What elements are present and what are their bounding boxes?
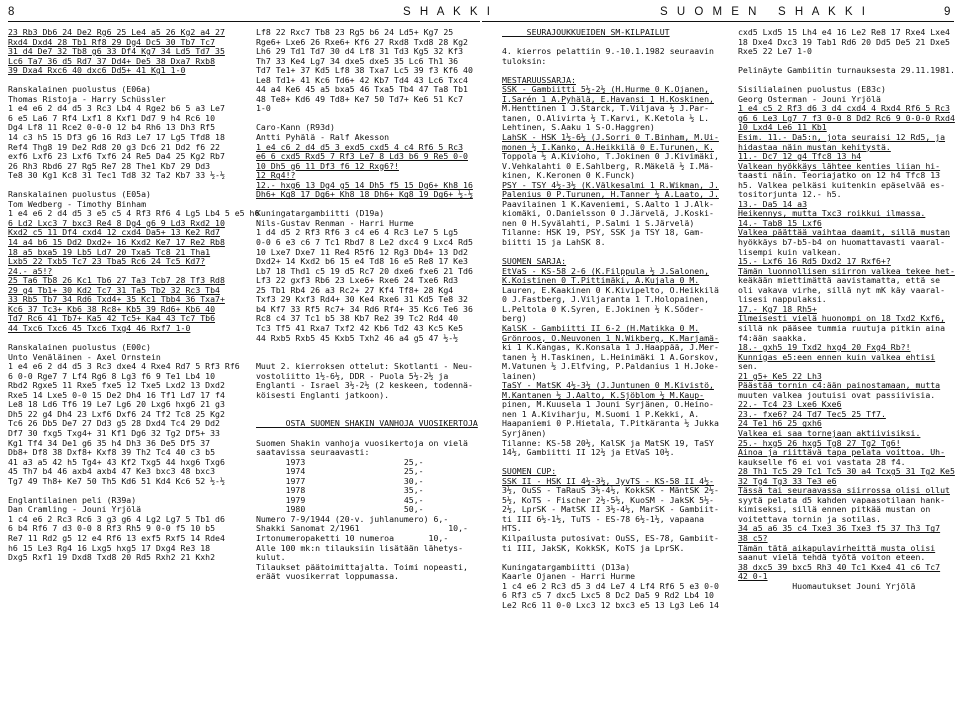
text-line: 38 dxc5 39 bxc5 Rh3 40 Tc1 Kxe4 41 c6 Tc7	[738, 561, 941, 572]
text-line: L.Peltola 0 K.Syren, E.Jokinen ½ K.Söder-	[502, 303, 705, 314]
text-line: 32 Tg4 Tg3 33 Te3 e6	[738, 475, 837, 486]
left-page-header	[8, 5, 493, 22]
text-line: syytä pelata d5 kahden vapaasotilaan hank-	[738, 494, 946, 505]
column-4	[738, 28, 956, 591]
text-line: Nils-Gustav Renman - Harri Hurme	[256, 217, 414, 228]
text-line: eräät vuosikerrat loppumassa.	[256, 571, 399, 582]
text-line: Dxg5 Rxf1 19 Dxd8 Txd8 20 Rd5 Rxh2 21 Kxh2	[8, 552, 216, 563]
text-line: Numero 7-9/1944 (20-v. juhlanumero) 6,-	[256, 513, 449, 524]
text-line: 1 c4 e6 2 Rc3 Rc6 3 g3 g6 4 Lg2 Lg7 5 Tb1 d6	[8, 513, 225, 524]
text-line: 6 Rf3 c5 7 dxc5 Lxc5 8 Dc2 Da5 9 Rd2 Lb4 10	[502, 590, 714, 601]
column-2	[256, 28, 488, 582]
text-line: ti III 6½-1½, TuTS - ES-78 6½-1½, vapaana	[502, 513, 705, 524]
text-line: 10 Dh5 g6 11 Df3 f6 12 Rxg6?!	[256, 160, 399, 171]
text-line: 44 Rxb5 Rxb5 45 Kxb5 Txh2 46 a4 g5 47 ½-½	[256, 332, 459, 343]
text-line: Kuningatargambiitti (D19a)	[256, 208, 385, 219]
text-line: Txf3 29 Kxf3 Rd4+ 30 Ke4 Rxe6 31 Kd5 Te8 32	[256, 294, 468, 305]
text-line: Pelinäyte Gambiitin turnauksesta 29.11.1981.	[738, 65, 955, 76]
text-line: Toppola ½ A.Kivioho, T.Jokinen 0 J.Kivimäki,	[502, 151, 719, 162]
text-line: keäkään miettimättä aavistamatta, että se	[738, 275, 941, 286]
text-line: Db8+ Df8 38 Dxf8+ Kxf8 39 Th2 Tc4 40 c3 b5	[8, 447, 216, 458]
text-line: 0 J.Fastberg, J.Viljaranta 1 T.Holopainen,	[502, 294, 710, 305]
text-line: berg)	[502, 313, 527, 324]
text-line: Df7 30 fxg5 Txg4+ 31 Kf1 Dg6 32 Tg2 Df5+ 33	[8, 427, 220, 438]
text-line: 18 a5 bxa5 19 Lb5 Ld7 20 Txa5 Tc8 21 Tha1	[8, 246, 211, 257]
text-line: Kaarle Ojanen - Harri Hurme	[502, 571, 636, 582]
column-1	[8, 27, 260, 563]
text-line: Re7 11 Rd2 g5 12 e4 Rf6 13 exf5 Rxf5 14 Rde4	[8, 532, 225, 543]
text-line: exf6 Lxf6 23 Lxf6 Txf6 24 Re5 Da4 25 Kg2 Rb7	[8, 151, 225, 162]
text-line: LahSK - HSK 1½-6½ (J.Sorri 0 T.Binham, M.Ui-	[502, 132, 719, 143]
text-line: 44 a4 Ke6 45 a5 bxa5 46 Txa5 Tb4 47 Ta8 Tb1	[256, 84, 468, 95]
text-line: 25 Tb1 Rb4 26 a3 Rc2+ 27 Kf4 Tf8+ 28 Kg4	[256, 284, 454, 295]
text-line: ti III, JakSK, KokkSK, KoTS ja LprSK.	[502, 542, 685, 553]
text-line: 23.- fxe6? 24 Td7 Tec5 25 Tf7.	[738, 408, 886, 419]
text-line: HTS.	[502, 523, 522, 534]
text-line: Caro-Kann (R93d)	[256, 122, 335, 133]
text-line: taasti näin. Teoriajatko on 12 h4 Tfc8 13	[738, 170, 941, 181]
text-line: 2½, LprSK - MatSK II 3½-4½, MarSK - Gambiit-	[502, 504, 719, 515]
text-line: 14.- Tab8 15 Lxf6	[738, 217, 822, 228]
text-line: 22.- Tc4 23 Lxe6 Kxe6	[738, 399, 842, 410]
left-page-number: 8	[8, 6, 18, 18]
text-line: Palenius 0 P.Turunen, H.Tanner ½ A.Laato, J.	[502, 189, 719, 200]
text-line: 10 Lxe7 Dxe7 11 Re4 R5f6 12 Rg3 Db4+ 13 Dd2	[256, 246, 468, 257]
text-line: Rxe5 14 Lxe5 0-0 15 De2 Dh4 16 Tf1 Ld7 17 f4	[8, 389, 225, 400]
text-line: Rxd4 Dxd4 28 Tb1 Rf8 29 Dg4 Dc5 30 Tb7 Tc7	[8, 36, 216, 47]
text-line: 1974 25,-	[256, 466, 424, 477]
text-line: 14 a4 b6 15 Dd2 Dxd2+ 16 Kxd2 Ke7 17 Re2 Rb8	[8, 237, 225, 248]
text-line	[256, 343, 488, 353]
text-line: 6 e5 La6 7 Rf4 Lxf1 8 Kxf1 Dd7 9 h4 Rc6 10	[8, 112, 216, 123]
text-line: ki 1 K.Kangas, K.Konsala 1 J.Haappää, J.Mer-	[502, 342, 719, 353]
text-line: 25 Ta6 Tb8 26 Kc1 Tb6 27 Ta3 Tcb7 28 Tf3 Rd8	[8, 275, 225, 286]
text-line: 21 g5+ Ke5 22 Lh3	[738, 370, 822, 381]
text-line: 17.- Kg7 18 Rh5+	[738, 303, 817, 314]
text-line: Valkea päättää vaihtaa daamit, sillä mustan	[738, 227, 950, 238]
text-line: 26 Rh3 Rbd6 27 Rg5 Re7 28 The1 Kb7 29 Dd3	[8, 160, 211, 171]
text-line: Syrjänen)	[502, 427, 547, 438]
text-line: Td7 Te1+ 37 Kd5 Lf8 38 Txa7 Lc5 39 f3 Kf6 40	[256, 65, 473, 76]
text-line: Dh6+ Kg8 17 Dg6+ Kh8 18 Dh6+ Kg8 19 Dg6+ ½-½	[256, 189, 473, 200]
text-line: 33 Rb5 Tb7 34 Rd6 Txd4+ 35 Kc1 Tbb4 36 Txa7+	[8, 294, 225, 305]
text-line: Td7 Rc6 41 Tb7+ Ka5 42 Tc5+ Ka4 43 Tc7 Tb6	[8, 313, 216, 324]
text-line: Kg1 Tf4 34 De1 g6 35 h4 Dh3 36 De5 Df5 37	[8, 437, 211, 448]
text-line: KalSK - Gambiitti II 6-2 (H.Matikka 0 M.	[502, 322, 700, 333]
text-line: 13.- Da5 14 a3	[738, 198, 808, 209]
text-line: 25.- hxg5 26 hxg5 Tg8 27 Tg2 Tg6!	[738, 437, 901, 448]
text-line: 1 d4 d5 2 Rf3 Rf6 3 c4 e6 4 Rc3 Le7 5 Lg5	[256, 227, 459, 238]
text-line: Sisilialainen puolustus (E83c)	[738, 84, 886, 95]
text-line: Paavilainen 1 K.Kaveniemi, S.Aalto 1 J.Alk-	[502, 198, 714, 209]
text-line: Shakki Sanomat 2/1961 10,-	[256, 523, 468, 534]
text-line: Ilmeisesti vielä huonompi on 18 Txd2 Kxf6,	[738, 313, 946, 324]
text-line: 41 a3 a5 42 h5 Tg4+ 43 Kf2 Txg5 44 hxg6 Txg6	[8, 456, 225, 467]
text-line: oli vakava virhe, sillä nyt mK käy vaaral-	[738, 284, 946, 295]
column-3	[502, 28, 724, 610]
text-line: 1 e4 c5 2 Rf3 d6 3 d4 cxd4 4 Rxd4 Rf6 5 Rc3	[738, 103, 950, 114]
text-line: nen 0 H.Syvälahti, P.Salmi 1 S.Järvelä)	[502, 217, 695, 228]
text-line: 39 Dxa4 Rxc6 40 dxc6 Dd5+ 41 Kg1 1-0	[8, 65, 186, 76]
text-line: Irtonumeropaketti 10 numeroa 10,-	[256, 532, 449, 543]
text-line: köisesti Englanti jatkoon).	[256, 389, 390, 400]
text-line: 1978 35,-	[256, 485, 424, 496]
text-line: Ref4 Thg8 19 De2 Rd8 20 g3 Dc6 21 Dd2 f6 22	[8, 141, 220, 152]
right-page-header	[482, 5, 954, 22]
text-line: 48 Te8+ Kd6 49 Td8+ Ke7 50 Td7+ Ke6 51 Kc7	[256, 93, 464, 104]
text-line: M.Kantanen ½ J.Aalto, K.Sjöblom ½ M.Kaup-	[502, 389, 705, 400]
text-line: b4 Kf7 33 Rf5 Rc7+ 34 Rd6 Rf4+ 35 Kc6 Te6 36	[256, 303, 473, 314]
text-line: Tc6 26 Db5 De7 27 Dd3 g5 28 Dxd4 Tc4 29 Dd2	[8, 418, 220, 429]
text-line: tanen, O.Alivirta ½ T.Karvi, K.Ketola ½ L.	[502, 112, 710, 123]
text-line: Alle 100 mk:n tilauksiin lisätään lähetys-	[256, 542, 464, 553]
text-line: K.Koistinen 0 T.Pittimäki, A.Kujala 0 M.	[502, 275, 700, 286]
text-line: Tilanne: HSK 19, PSY, SSK ja TSY 18, Gam-	[502, 227, 705, 238]
text-line: 1973 25,-	[256, 456, 424, 467]
text-line: MESTARUUSSARJA:	[502, 74, 576, 85]
text-line: Tämän tätä aikapulavirheittä musta olisi	[738, 542, 936, 553]
text-line: kimiseksi, sillä ennen pitkää mustan on	[738, 504, 931, 515]
text-line: Dxd2+ 14 Kxd2 b6 15 e4 Td8 16 e5 Re8 17 Ke3	[256, 256, 468, 267]
text-line: 1 e4 e6 2 d4 d5 3 Rc3 dxe4 4 Rxe4 Rd7 5 Rf3 Rf6	[8, 361, 240, 372]
text-line: 1980 50,-	[256, 504, 424, 515]
text-line: Kilpailusta putosivat: OuSS, ES-78, Gambiit-	[502, 532, 719, 543]
left-page-title: S H A K K I	[403, 6, 493, 18]
text-line: Englantilainen peli (R39a)	[8, 494, 137, 505]
text-line: Dan Cramling - Jouni Yrjölä	[8, 504, 142, 515]
text-line: sen.	[738, 361, 758, 372]
text-line: M.Vatunen ½ J.Elfving, P.Paldanius 1 H.Joke-	[502, 361, 719, 372]
text-line: tanen ½ H.Taskinen, L.Heinimäki 1 A.Gorskov,	[502, 351, 719, 362]
text-line: Antti Pyhälä - Ralf Akesson	[256, 132, 390, 143]
text-line: V.Vehkalahti 0 E.Sahlberg, R.Mäkelä ½ I.Mä-	[502, 160, 714, 171]
text-line: Kuningatargambiitti (D13a)	[502, 561, 631, 572]
text-line: Lauren, E.Kaakinen 0 K.Kivipelto, O.Heikkilä	[502, 284, 719, 295]
text-line: Lehtinen, S.Aaku 1 S-O.Haggren)	[502, 122, 655, 133]
text-line: cxd5 Lxd5 15 Lh4 e4 16 Le2 Re8 17 Rxe4 Lxe4	[738, 27, 950, 37]
text-line: biitti 15 ja LahSK 8.	[502, 237, 606, 248]
text-line: h6 15 Le3 Rg4 16 Lxg5 hxg5 17 Dxg4 Re3 18	[8, 542, 211, 553]
text-line: Esim. 11.- Da5:n, jota seuraisi 12 Rd5, ja	[738, 132, 946, 143]
text-line: tositorjunta 12.- h5.	[738, 189, 842, 200]
text-line: pinen, M.Kuusela 1 Jouni Syrjänen, O.Heino-	[502, 399, 714, 410]
text-line: Lc6 Ta7 36 d5 Rd7 37 Dd4+ De5 38 Dxa7 Rxb8	[8, 55, 216, 66]
text-line: 3½, OuSS - TaRauS 3½-4½, KokkSK - MäntSK 2½-	[502, 485, 719, 496]
text-line: 1 c4 e6 2 Rc3 d5 3 d4 Le7 4 Lf4 Rf6 5 e3 0-0	[502, 580, 719, 591]
text-line: Unto Venäläinen - Axel Ornstein	[8, 351, 161, 362]
text-line: e6 6 cxd5 Rxd5 7 Rf3 Le7 8 Ld3 b6 9 Re5 0-0	[256, 151, 468, 162]
text-line: 1 e4 c6 2 d4 d5 3 exd5 cxd5 4 c4 Rf6 5 Rc3	[256, 141, 464, 152]
text-line: 42 0-1	[738, 571, 768, 582]
text-line: 12.- hxg6 13 Dg4 g5 14 Dh5 f5 15 Dg6+ Kh8 16	[256, 179, 473, 190]
text-line: 1-0	[256, 103, 271, 114]
right-page-number: 9	[944, 6, 954, 18]
text-line: 28 Th1 Tc5 29 Tc1 Tc5 30 a4 Tcxg5 31 Tg2 Ke5	[738, 466, 955, 477]
text-line: Dh5 22 g4 Dh4 23 Lxf6 Dxf6 24 Tf2 Tc8 25 Kg2	[8, 408, 225, 419]
right-page-title: S U O M E N S H A K K I	[660, 6, 868, 18]
text-line: 1 e4 e6 2 d4 d5 3 e5 c5 4 Rf3 Rf6 4 Lg5 Lb4 5 e5 h6	[8, 208, 260, 219]
text-line: Th7 33 Ke4 Lg7 34 dxe5 dxe5 35 Lc6 Th1 36	[256, 55, 459, 66]
text-line: 0-0 6 e3 c6 7 Tc1 Rbd7 8 Le2 dxc4 9 Lxc4 Rd5	[256, 237, 473, 248]
text-line: 29 g4 Tb1+ 30 Kd2 Tc7 31 Ta5 Tb2 32 Rc3 Tb4	[8, 284, 220, 295]
text-line: 6 Ld2 Lxc3 7 bxc3 Re4 8 Dg4 g6 9 Ld3 Rxd2 10	[8, 217, 225, 228]
text-line: h5. Valkea pelkäsi kuitenkin epäselvää es-	[738, 179, 946, 190]
text-line: Tc3 Tf5 41 Rxa7 Txf2 42 Kb6 Td2 43 Kc5 Ke5	[256, 322, 464, 333]
text-line: 24 Te1 h6 25 gxh6	[738, 418, 822, 429]
text-line: kiomäki, O.Danielsson 0 J.Järvelä, J.Koski-	[502, 208, 714, 219]
text-line: 18 Dxe4 Dxc3 19 Tab1 Rd6 20 Dd5 De5 21 Dxe5	[738, 36, 950, 47]
text-line: Muut 2. kierroksen ottelut: Skotlanti - Neu-	[256, 361, 473, 372]
text-line: Tämän luonnollisen siirron valkea tekee het-	[738, 265, 955, 276]
text-line: M.Henttinen 1 J.Starck, T.Viljava ½ J.Par-	[502, 103, 710, 114]
text-line: Ranskalainen puolustus (E06a)	[8, 84, 151, 95]
text-line: f4:ään saakka.	[738, 332, 808, 343]
text-line: Dg4 Lf8 11 Rce2 0-0-0 12 b4 Rh6 13 Dh3 Rf5	[8, 122, 216, 133]
text-line: kinen, K.Keronen 0 K.Funck)	[502, 170, 636, 181]
text-line: Suomen Shakin vanhoja vuosikertoja on vielä	[256, 437, 468, 448]
text-line: SSK II - HSK II 4½-3½, JyvTS - KS-58 II 4½-	[502, 475, 714, 486]
text-line: Georg Osterman - Jouni Yrjölä	[738, 93, 881, 104]
text-line: PSY - TSY 4½-3½ (K.Välkesalmi 1 R.Wikman, J.	[502, 179, 719, 190]
text-line: 44 Txc6 Txc6 45 Txc6 Txg4 46 Rxf7 1-0	[8, 322, 191, 333]
text-line: I.Sarén 1 A.Pyhälä, E.Havansi 1 H.Koskinen,	[502, 93, 714, 104]
text-line: 18.- gxh5 19 Txd2 hxg4 20 Fxg4 Rb?!	[738, 342, 911, 353]
text-line: 1979 45,-	[256, 494, 424, 505]
text-line: Le2 Rc6 11 0-0 Lxc3 12 bxc3 e5 13 Lg3 Le6 14	[502, 599, 719, 610]
text-line: saatavissa seuraavasti:	[256, 447, 370, 458]
text-line: 31 d4 De7 32 Tb8 g6 33 Df4 Kg7 34 Ld5 Td7 35	[8, 46, 225, 57]
text-line: 10 Lxd4 Le6 11 Kb1	[738, 122, 827, 133]
text-line: Le8 Td1+ 41 Kc6 Td6+ 42 Kb7 Td4 43 Lc6 Txc4	[256, 74, 468, 85]
text-line: Le8 18 Ld6 Tf6 19 Le7 Lg6 20 Lxg6 hxg6 21 g3	[8, 399, 225, 410]
text-line: OSTA SUOMEN SHAKIN VANHOJA VUOSIKERTOJA	[256, 418, 478, 429]
text-line: Te8 30 Kg1 Kc8 31 Tec1 Td8 32 Ta2 Kb7 33 ½-½	[8, 170, 225, 181]
text-line: g6 6 Le3 Lg7 7 f3 0-0 8 Dd2 Rc6 9 0-0-0 Rxd4	[738, 112, 955, 123]
text-line: monen ½ I.Kanko, A.Heikkilä 0 E.Turunen, K.	[502, 141, 714, 152]
text-line: voitettava tornin ja sotilas.	[738, 513, 881, 524]
text-line: Lf8 22 Rxc7 Tb8 23 Rg5 b6 24 Ld5+ Kg7 25	[256, 27, 454, 37]
text-line: EtVaS - KS-58 2-6 (K.Filppula ½ J.Salonen,	[502, 265, 710, 276]
text-line: 38 c5?	[738, 532, 768, 543]
text-line: 23 Rb3 Db6 24 De2 Rg6 25 Le4 a5 26 Kg2 a4 27	[8, 27, 225, 37]
text-line: SUOMEN CUP:	[502, 466, 557, 477]
text-line: 6 b4 Rf6 7 d3 0-0 8 Rf3 Rh5 9 0-0 f5 10 b5	[8, 523, 216, 534]
text-line: SSK - Gambiitti 5½-2½ (H.Hurme 0 K.Ojanen,	[502, 84, 710, 95]
text-line: 4. kierros pelattiin 9.-10.1.1982 seuraavin	[502, 46, 714, 57]
text-line: Lf3 22 gxf3 Rb6 23 Lxe6+ Rxe6 24 Txe6 Rd3	[256, 275, 459, 286]
text-line: Tässä tai seuraavassa siirrossa olisi ollut	[738, 485, 950, 496]
text-line: Ranskalainen puolustus (E00c)	[8, 342, 151, 353]
text-line: 12 Rg4!?	[256, 170, 296, 181]
text-line: sillä nk pääsee tummia ruutuja pitkin aina	[738, 322, 946, 333]
text-line: Tom Wedberg - Timothy Binham	[8, 198, 147, 209]
text-line: Tilaukset päätoimittajalta. Toimi nopeasti,	[256, 561, 468, 572]
text-line: Rbd2 Rgxe5 11 Rxe5 fxe5 12 Txe5 Lxd2 13 Dxd2	[8, 380, 225, 391]
text-line: kaukselle f6 ei voi vastata 28 f4.	[738, 456, 906, 467]
text-line: Tilanne: KS-58 20½, KalSK ja MatSK 19, TaSY	[502, 437, 714, 448]
text-line: saanut vielä tehdä työtä voiton eteen.	[738, 552, 926, 563]
text-line: lainen)	[502, 370, 537, 381]
text-line: Lb7 18 Thd1 c5 19 d5 Rc7 20 dxe6 fxe6 21 Td6	[256, 265, 473, 276]
text-line: 6 0-0 Rge7 7 Lf4 Rg6 8 Lg3 f6 9 Te1 Lb4 10	[8, 370, 216, 381]
text-line: SUOMEN SARJA:	[502, 256, 567, 267]
text-line: 1977 30,-	[256, 475, 424, 486]
text-line: Thomas Ristoja - Harry Schüssler	[8, 93, 166, 104]
text-line: Grönroos, O.Neuvonen 1 N.Wikberg, K.Marjamä-	[502, 332, 719, 343]
text-line: Rge6+ Lxe6 26 Rxe6+ Kf6 27 Rxd8 Txd8 28 Kg2	[256, 36, 468, 47]
text-line: muuten valkea joutuisi ovat passiivisia.	[738, 389, 936, 400]
text-line: Ainoa ja riittävä tapa pelata voittoa. Uh-	[738, 447, 946, 458]
text-line: Kunnigas e5:een ennen kuin valkea ehtisi	[738, 351, 936, 362]
text-line: lisesi nappulaksi.	[738, 294, 827, 305]
text-line: Lh6 29 Td1 Td7 30 d4 Lf8 31 Td3 Kg5 32 Kf3	[256, 46, 464, 57]
text-line: Englanti - Israel 3½-2½ (2 keskeen, todennä-	[256, 380, 473, 391]
text-line: 45 Th7 b4 46 axb4 axb4 47 Ke3 bxc3 48 bxc3	[8, 466, 216, 477]
text-line: 15.- Lxf6 16 Rd5 Dxd2 17 Rxf6+?	[738, 256, 891, 267]
text-line: Lxb5 22 Txb5 Tc7 23 Tba5 Rc6 24 Tc5 Kd7?	[8, 256, 206, 267]
text-line: 24.- a5!?	[8, 265, 53, 276]
text-line: SEURAJOUKKUEIDEN SM-KILPAILUT	[502, 27, 670, 37]
text-line: 14½, Gambiitti II 12½ ja EtVaS 10½.	[502, 447, 675, 458]
text-line: 1 e4 e6 2 d4 d5 3 Rc3 Lb4 4 Rge2 b6 5 a3 Le7	[8, 103, 225, 114]
text-line: Valkean hyökkäys lähtee kenties liian hi-	[738, 160, 941, 171]
text-line: Rc8 c4 37 Tc1 b5 38 Kb7 Re2 39 Tc2 Rd4 40	[256, 313, 459, 324]
text-line: nen 1 A.Kiviharju, M.Suomi 1 P.Kekki, A.	[502, 408, 700, 419]
text-line: Valkea ei saa tornejaan aktiivisiksi.	[738, 427, 921, 438]
text-line: Kc6 37 Tc3+ Kb6 38 Rc8+ Kb5 39 Rd6+ Kb6 40	[8, 303, 216, 314]
text-line: Huomautukset Jouni Yrjölä	[738, 580, 916, 591]
text-line: kulut.	[256, 552, 286, 563]
text-line: Rxe5 22 Le7 1-0	[738, 46, 812, 57]
text-line: 11.- Dc7 12 g4 Tfc8 13 h4	[738, 151, 862, 162]
text-line: 14 c3 h5 15 Df3 g6 16 Rd3 Le7 17 Lg5 Tfd8 18	[8, 132, 225, 143]
text-line: TaSY - MatSK 4½-3½ (J.Juntunen 0 M.Kivistö,	[502, 380, 714, 391]
text-line: Päästää tornin c4:ään painostamaan, mutta	[738, 380, 941, 391]
text-line: hyökkäys b7-b5-b4 on huomattavasti vaaral-	[738, 237, 946, 248]
text-line: Tg7 49 Th8+ Ke7 50 Th5 Kd6 51 Kd4 Kc6 52 ½-½	[8, 475, 225, 486]
text-line: 5½, KoTS - Fischer 2½-5½, KuoSM - JakSK 5½-	[502, 494, 714, 505]
text-line: 34 a5 a6 35 c4 Txe3 36 Txe3 f5 37 Th3 Tg7	[738, 523, 941, 534]
text-line: lisempi kuin valkean.	[738, 246, 842, 257]
text-line: Kxd2 c5 11 Df4 cxd4 12 cxd4 Da5+ 13 Ke2 Rd7	[8, 227, 220, 238]
text-line: tuloksin:	[502, 55, 547, 66]
text-line: Heikennys, mutta Txc3 roikkui ilmassa.	[738, 208, 926, 219]
text-line: Ranskalainen puolustus (E05a)	[8, 189, 151, 200]
text-line: vostoliitto 1½-6½, DDR - Puola 5½-2½ ja	[256, 370, 449, 381]
text-line: hidastaa näin mustan kehitystä.	[738, 141, 891, 152]
text-line: Haapaniemi 0 P.Hietala, T.Pitkäranta ½ Jukka	[502, 418, 719, 429]
text-line	[256, 400, 488, 410]
